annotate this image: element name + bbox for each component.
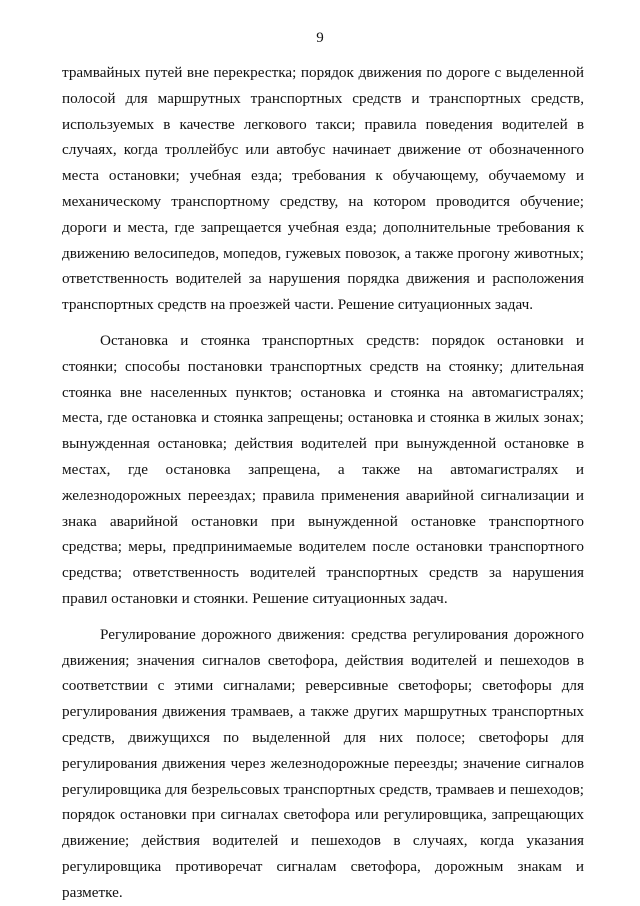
paragraph-stopping-parking: Остановка и стоянка транспортных средств: порядок остановки и стоянки; способы постановки транспортных средств на стоянку; длительная стоянка вне населенных пунктов; остановка и стоянка на автомагистралях; места, где остановка и стоянка запрещены; остановка и стоянка в жилых зонах; вынужденная остановка; действия водителей при вынужденной остановке в местах, где остановка запрещена, а также на автомагистралях и железнодорожных переездах; правила применения аварийной сигнализации и знака аварийной остановки при вынужденной остановке транспортного средства; меры, предпринимаемые водителем после остановки транспортного средства; ответственность водителей транспортных средств за нарушения правил остановки и стоянки. Решение ситуационных задач. [62,331,584,607]
paragraph-continuation: трамвайных путей вне перекрестка; порядок движения по дороге с выделенной полосой для маршрутных транспортных средств и транспортных средств, используемых в качестве легкового такси; правила поведения водителей в случаях, когда троллейбус или автобус начинает движение от обозначенного места остановки; учебная езда; требования к обучающему, обучаемому и механическому транспортному средству, на котором проводится обучение; дороги и места, где запрещается учебная езда; дополнительные требования к движению велосипедов, мопедов, гужевых повозок, а также прогону животных; ответственность водителей за нарушения порядка движения и расположения транспортных средств на проезжей части. Решение ситуационных задач. [62,64,584,314]
page-number: 9 [316,30,324,46]
paragraph-traffic-regulation: Регулирование дорожного движения: средства регулирования дорожного движения; значения сигналов светофора, действия водителей и пешеходов в соответствии с этими сигналами; реверсивные светофоры; светофоры для регулирования движения трамваев, а также других маршрутных транспортных средств, движущихся по выделенной для них полосе; светофоры для регулирования движения через железнодорожные переезды; значение сигналов регулировщика для безрельсовых транспортных средств, трамваев и пешеходов; порядок остановки при сигналах светофора или регулировщика, запрещающих движение; действия водителей и пешеходов в случаях, когда указания регулировщика противоречат сигналам светофора, дорожным знакам и разметке. [62,625,584,901]
document-body [62,60,584,906]
